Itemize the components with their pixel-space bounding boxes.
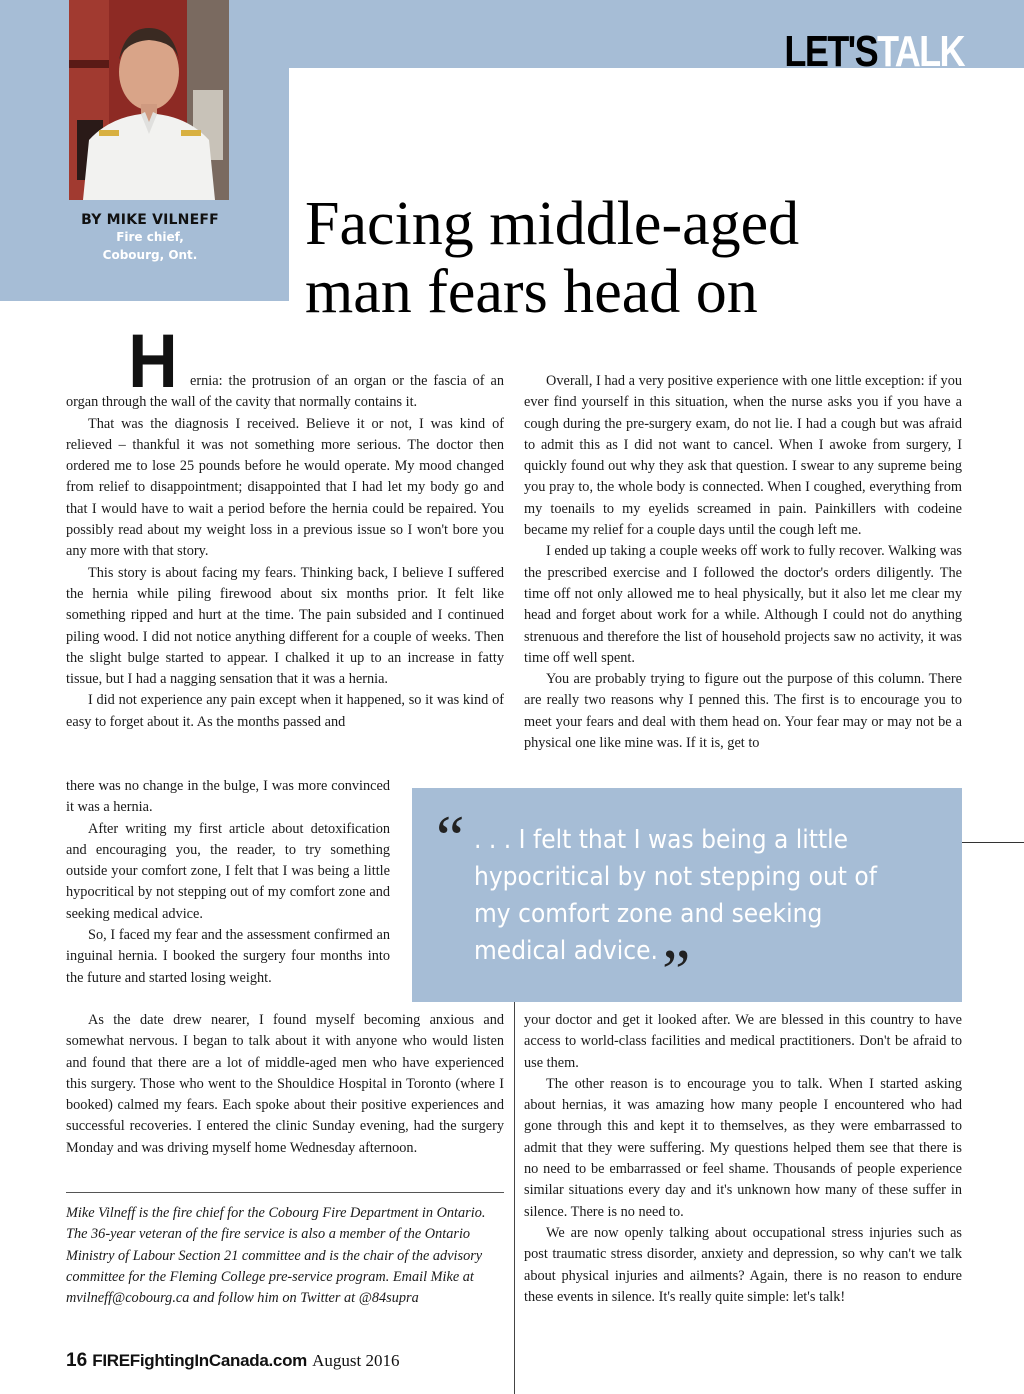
paragraph: ernia: the protrusion of an organ or the fascia of an organ through the wall of the cavity that normally contains it. (66, 373, 504, 411)
bio-divider (66, 1192, 504, 1193)
column-divider (514, 1002, 515, 1394)
byline (60, 212, 240, 264)
author-name: BY MIKE VILNEFF (81, 212, 219, 228)
author-portrait-image (69, 0, 229, 200)
page-number: 16 (66, 1350, 88, 1371)
paragraph: We are now openly talking about occupational stress injuries such as post traumatic stress disorder, anxiety and depression, so why can't we talk about physical injuries and ailments? Again, there is no reason to endure these events in silence. It's really quite simple: let's talk! (524, 1224, 962, 1305)
paragraph: This story is about facing my fears. Thinking back, I believe I suffered the hernia while piling firewood about six months prior. It felt like something ripped and hurt at the time. The pain subsided and I continued piling wood. I did not notice anything different for a couple of weeks. Then the slight bulge started to appear. I chalked it up to an increase in fatty tissue, but I had a nagging sensation that it was a hernia. (66, 564, 504, 688)
page-footer (66, 1350, 399, 1372)
column-2-top (524, 371, 962, 754)
close-quote-mark: ” (662, 936, 691, 1007)
drop-cap: H (128, 319, 178, 404)
pull-quote-rule (962, 842, 1024, 843)
paragraph: Overall, I had a very positive experience with one little exception: if you ever find yourself in this situation, when the nurse asks you if you have a cough during the pre-surgery exam, do not lie. I had a cough but was afraid to admit this as I did not want to cancel. When I awoke from surgery, I quickly found out why they ask that question. I swear to any supreme being you pray to, the whole body is connected. When I coughed, everything from my toenails to my eyelids screamed in pain. Painkillers with codeine became my relief for a couple days until the cough left me. (524, 373, 962, 539)
pull-quote-text: . . . I felt that I was being a little hypocritical by not stepping out of my comfort zone and seeking medical advice. (474, 825, 877, 966)
column-1-top (66, 371, 504, 733)
paragraph: So, I faced my fear and the assessment confirmed an inguinal hernia. I booked the surgery four months into the future and started losing weight. (66, 927, 390, 986)
section-label: LET'STALK (784, 27, 964, 76)
paragraph: The other reason is to encourage you to talk. When I started asking about hernias, it was amazing how many people I encountered who had gone through this and kept it to themselves, as they were embarrassed to admit that they were suffering. My questions helped them see that there is no need to be embarrassed or feel shame. Thousands of people experience similar situations every day and it's unknown how many of these suffer in silence. There is no need to. (524, 1075, 962, 1220)
author-role: Fire chief, (116, 230, 184, 244)
publication-site: FIREFightingInCanada.com (92, 1351, 307, 1370)
open-quote-mark: “ (436, 802, 465, 873)
paragraph: After writing my first article about detoxification and encouraging you, the reader, to try something outside your comfort zone, I felt that I was being a little hypocritical by not stepping out of my comfort zone and seeking medical advice. (66, 820, 390, 922)
author-photo (69, 0, 229, 200)
headline: Facing middle-aged man fears head on (305, 190, 800, 326)
paragraph: your doctor and get it looked after. We are blessed in this country to have access to world-class facilities and medical practitioners. Don't be afraid to use them. (524, 1012, 962, 1071)
column-2-bottom (524, 1010, 962, 1308)
author-location: Cobourg, Ont. (102, 248, 198, 262)
paragraph: That was the diagnosis I received. Believe it or not, I was kind of relieved – thankful it was not something more serious. The doctor then ordered me to lose 25 pounds before he would operate. My mood changed from relief to disappointment; disappointed that I had let my body go and that I would have to wait a period before the hernia could be repaired. You possibly read about my weight loss in a previous issue so I won't bore you any more with that story. (66, 415, 504, 560)
paragraph: I ended up taking a couple weeks off work to fully recover. Walking was the prescribed exercise and I followed the doctor's orders diligently. The time off not only allowed me to heal physically, but it also let me clear my head and forget about work for a while. Although I could not do anything strenuous and therefore the list of household projects saw no activity, it was time off well spent. (524, 543, 962, 666)
issue-date: August 2016 (312, 1351, 400, 1370)
paragraph: As the date drew nearer, I found myself becoming anxious and somewhat nervous. I began to talk about it with anyone who would listen and found that there are a lot of middle-aged men who have experienced this surgery. Those who went to the Shouldice Hospital in Toronto (where I booked) calmed my fears. Each spoke about their positive experiences and successful recoveries. I entered the clinic Sunday evening, had the surgery Monday and was driving myself home Wednesday afternoon. (66, 1012, 504, 1156)
column-1-narrow (66, 776, 390, 989)
paragraph: You are probably trying to figure out the purpose of this column. There are really two reasons why I penned this. The first is to encourage you to meet your fears and deal with them head on. Your fear may or may not be a physical one like mine was. If it is, get to (524, 671, 962, 752)
author-bio: Mike Vilneff is the fire chief for the Cobourg Fire Department in Ontario. The 36-year veteran of the fire service is also a member of the Ontario Ministry of Labour Section 21 committee and is the chair of the advisory committee for the Fleming College pre-service program. Email Mike at mvilneff@cobourg.ca and follow him on Twitter at @84supra (66, 1205, 486, 1307)
column-1-bottom (66, 1010, 504, 1159)
paragraph: there was no change in the bulge, I was more convinced it was a hernia. (66, 778, 390, 816)
paragraph: I did not experience any pain except when it happened, so it was kind of easy to forget about it. As the months passed and (66, 692, 504, 730)
